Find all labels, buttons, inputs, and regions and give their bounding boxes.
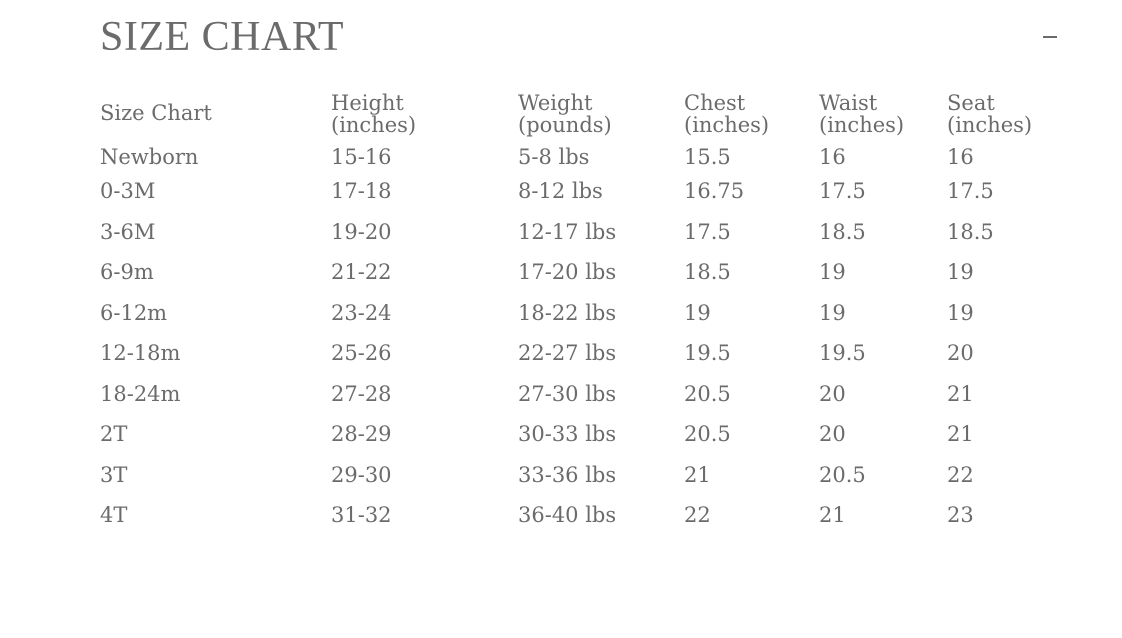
- cell-weight: 18-22 lbs: [518, 300, 617, 325]
- table-row: [100, 455, 1057, 496]
- cell-chest: 21: [684, 462, 711, 487]
- cell-seat: 17.5: [947, 179, 994, 203]
- cell-chest: 18.5: [684, 260, 731, 284]
- cell-weight: 17-20 lbs: [518, 260, 617, 284]
- cell-height: 31-32: [331, 503, 392, 527]
- collapse-button[interactable]: [1036, 22, 1064, 50]
- cell-waist: 20.5: [819, 462, 866, 487]
- table-row: [100, 212, 1057, 253]
- cell-chest: 16.75: [684, 179, 745, 203]
- table-row: [100, 495, 1057, 536]
- cell-seat: 21: [947, 381, 974, 406]
- minus-icon: [1043, 36, 1057, 38]
- cell-size: 2T: [100, 422, 128, 446]
- cell-weight: 5-8 lbs: [518, 145, 590, 169]
- cell-height: 15-16: [331, 145, 392, 169]
- cell-size: 3T: [100, 462, 128, 487]
- cell-waist: 19: [819, 260, 846, 284]
- table-row: [100, 252, 1057, 293]
- cell-height: 27-28: [331, 381, 392, 406]
- cell-waist: 20: [819, 381, 846, 406]
- cell-weight: 30-33 lbs: [518, 422, 617, 446]
- cell-seat: 20: [947, 341, 974, 365]
- table-row: [100, 171, 1057, 212]
- cell-size: 4T: [100, 503, 128, 527]
- cell-size: 12-18m: [100, 341, 181, 365]
- header-chest-label: Chest: [684, 91, 746, 115]
- cell-weight: 33-36 lbs: [518, 462, 617, 487]
- cell-seat: 18.5: [947, 219, 994, 244]
- cell-chest: 20.5: [684, 381, 731, 406]
- cell-seat: 22: [947, 462, 974, 487]
- header-waist-unit: (inches): [819, 113, 905, 137]
- header-seat: [947, 90, 1057, 138]
- header-size-label: Size Chart: [100, 101, 212, 125]
- cell-chest: 19.5: [684, 341, 731, 365]
- cell-seat: 23: [947, 503, 974, 527]
- header-height-label: Height: [331, 91, 404, 115]
- cell-height: 29-30: [331, 462, 392, 487]
- cell-height: 23-24: [331, 300, 392, 325]
- header-waist: [819, 90, 947, 138]
- cell-seat: 21: [947, 422, 974, 446]
- header-chest: [684, 90, 819, 138]
- cell-waist: 19.5: [819, 341, 866, 365]
- cell-waist: 17.5: [819, 179, 866, 203]
- header-chest-unit: (inches): [684, 113, 770, 137]
- cell-weight: 36-40 lbs: [518, 503, 617, 527]
- header-height: [331, 90, 518, 138]
- header-waist-label: Waist: [819, 91, 878, 115]
- header-weight-unit: (pounds): [518, 113, 612, 137]
- cell-weight: 12-17 lbs: [518, 219, 617, 244]
- cell-height: 28-29: [331, 422, 392, 446]
- cell-weight: 8-12 lbs: [518, 179, 603, 203]
- cell-weight: 27-30 lbs: [518, 381, 617, 406]
- cell-waist: 21: [819, 503, 846, 527]
- cell-weight: 22-27 lbs: [518, 341, 617, 365]
- cell-height: 21-22: [331, 260, 392, 284]
- header-seat-unit: (inches): [947, 113, 1033, 137]
- cell-waist: 18.5: [819, 219, 866, 244]
- cell-size: Newborn: [100, 145, 199, 169]
- size-table: [100, 90, 1057, 536]
- page-title: SIZE CHART: [100, 14, 344, 60]
- cell-chest: 19: [684, 300, 711, 325]
- cell-seat: 19: [947, 260, 974, 284]
- table-header-row: [100, 90, 1057, 138]
- cell-size: 0-3M: [100, 179, 156, 203]
- table-row: [100, 293, 1057, 334]
- cell-height: 17-18: [331, 179, 392, 203]
- header-weight-label: Weight: [518, 91, 593, 115]
- cell-waist: 19: [819, 300, 846, 325]
- cell-height: 19-20: [331, 219, 392, 244]
- cell-seat: 16: [947, 145, 974, 169]
- cell-size: 3-6M: [100, 219, 156, 244]
- cell-chest: 20.5: [684, 422, 731, 446]
- cell-seat: 19: [947, 300, 974, 325]
- cell-waist: 20: [819, 422, 846, 446]
- table-row: [100, 138, 1057, 171]
- header-seat-label: Seat: [947, 91, 995, 115]
- table-row: [100, 333, 1057, 374]
- table-row: [100, 374, 1057, 415]
- cell-size: 18-24m: [100, 381, 181, 406]
- cell-waist: 16: [819, 145, 846, 169]
- table-row: [100, 414, 1057, 455]
- header-height-unit: (inches): [331, 113, 417, 137]
- cell-size: 6-12m: [100, 300, 168, 325]
- cell-height: 25-26: [331, 341, 392, 365]
- cell-chest: 22: [684, 503, 711, 527]
- header-size: [100, 90, 331, 138]
- cell-size: 6-9m: [100, 260, 154, 284]
- cell-chest: 17.5: [684, 219, 731, 244]
- cell-chest: 15.5: [684, 145, 731, 169]
- header-weight: [518, 90, 684, 138]
